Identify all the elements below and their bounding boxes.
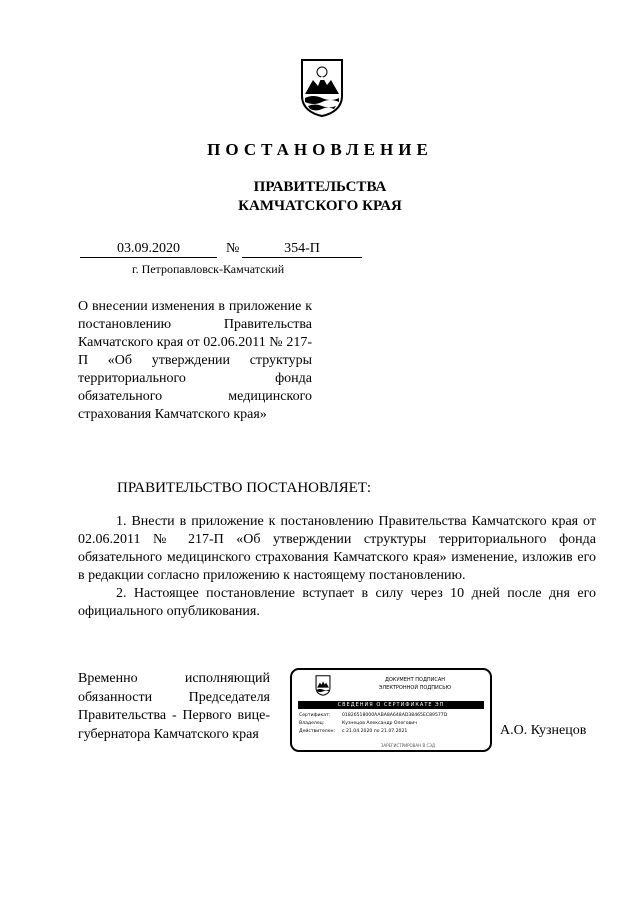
resolution-items (78, 513, 596, 621)
electronic-signature-stamp (290, 668, 492, 752)
signer-position-line: Правительства - Первого вице- (78, 708, 270, 723)
document-type-title: ПОСТАНОВЛЕНИЕ (207, 140, 433, 159)
stamp-header-line: ДОКУМЕНТ ПОДПИСАН (384, 677, 446, 683)
number-sign: № (226, 241, 240, 256)
validity-value: с 21.04.2020 по 21.07.2021 (342, 729, 408, 734)
certificate-row (299, 712, 484, 720)
stamp-footer: ЗАРЕГИСТРИРОВАН В СЭД (380, 743, 436, 748)
document-date: 03.09.2020 (80, 240, 217, 258)
signer-position-line: обязанности Председателя (78, 689, 270, 705)
certificate-details (299, 712, 484, 736)
registration-row (78, 240, 368, 260)
resolution-item: 2. Настоящее постановление вступает в силу через 10 дней после дня его официального опубликования. (78, 586, 596, 619)
owner-value: Кузнецов Александр Олегович (342, 721, 417, 726)
kamchatka-coat-of-arms-icon (315, 675, 331, 696)
resolves-heading: ПРАВИТЕЛЬСТВО ПОСТАНОВЛЯЕТ: (117, 480, 372, 496)
owner-label: Владелец: (299, 721, 325, 726)
stamp-header (340, 676, 490, 692)
signer-position-line: Временно исполняющий (78, 671, 270, 686)
signer-position (78, 670, 270, 744)
kamchatka-coat-of-arms-icon (299, 58, 345, 118)
authority-line: ПРАВИТЕЛЬСТВА (253, 179, 387, 195)
signer-position-line: губернатора Камчатского края (78, 726, 259, 742)
certificate-label: Сертификат: (299, 713, 331, 718)
validity-label: Действителен: (299, 729, 336, 734)
authority-line: КАМЧАТСКОГО КРАЯ (238, 198, 402, 214)
document-subject: О внесении изменения в приложение к постановлению Правительства Камчатского края от 02.06.2011 № 217-П «Об утверждении структуры территориального фонда обязательного медицинского страхования Камчатского края» (78, 299, 312, 422)
stamp-header-line: ЭЛЕКТРОННОЙ ПОДПИСЬЮ (378, 685, 452, 691)
issuing-authority (0, 178, 640, 216)
certificate-value: 01826518000AABA8A648AD38465EC89577D (342, 713, 448, 718)
document-number: 354-П (242, 240, 362, 258)
owner-row (299, 720, 484, 728)
city-label: г. Петропавловск-Камчатский (132, 262, 285, 276)
validity-row (299, 728, 484, 736)
resolution-item: 1. Внести в приложение к постановлению Правительства Камчатского края от 02.06.2011 № 217-П «Об утверждении структуры территориального фонда обязательного медицинского страхования Камчатского края» изменение, изложив его в редакции согласно приложению к настоящему постановлению. (78, 514, 596, 583)
stamp-title-bar: СВЕДЕНИЯ О СЕРТИФИКАТЕ ЭП (298, 701, 484, 709)
signer-name: А.О. Кузнецов (500, 723, 587, 738)
